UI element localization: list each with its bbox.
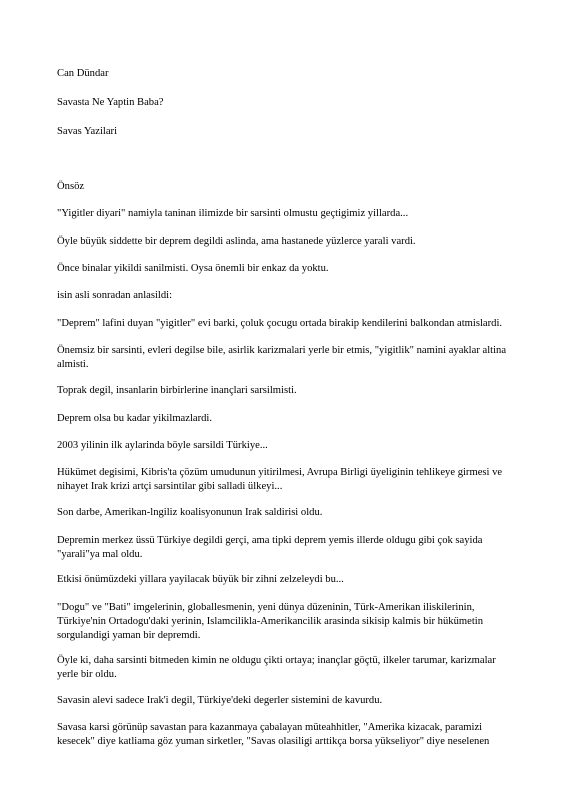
paragraph: Etkisi önümüzdeki yillara yayilacak büyük bir zihni zelzeleydi bu...: [57, 574, 344, 585]
paragraph: Savasin alevi sadece Irak'i degil, Türkiye'deki degerler sistemini de kavurdu.: [57, 695, 383, 706]
paragraph: Depremin merkez üssü Türkiye degildi gerçi, ama tipki deprem yemis illerde oldugu gibi çok sayida "yarali"ya mal oldu.: [57, 535, 483, 560]
paragraph: Savasa karsi görünüp savastan para kazanmaya çabalayan müteahhitler, "Amerika kizacak, paramizi kesecek" diye katliama göz yuman sirketler, "Savas olasiligi arttikça borsa yükseliyor" diye neselenen: [57, 722, 490, 747]
paragraph: Son darbe, Amerikan-lngiliz koalisyonunun Irak saldirisi oldu.: [57, 507, 323, 518]
paragraph: Toprak degil, insanlarin birbirlerine inançlari sarsilmisti.: [57, 385, 297, 396]
paragraph: Öyle ki, daha sarsinti bitmeden kimin ne oldugu çikti ortaya; inançlar göçtü, ilkeler tarumar, karizmalar yerle bir oldu.: [57, 655, 496, 680]
paragraph: "Yigitler diyari" namiyla taninan ilimizde bir sarsinti olmustu geçtigimiz yillarda...: [57, 208, 409, 219]
paragraph: 2003 yilinin ilk aylarinda böyle sarsildi Türkiye...: [57, 440, 268, 451]
book-title: Savasta Ne Yaptin Baba?: [57, 97, 164, 108]
paragraph: "Deprem" lafini duyan "yigitler" evi barki, çoluk çocugu ortada birakip kendilerini balkondan atmislardi.: [57, 318, 503, 329]
paragraph: Önemsiz bir sarsinti, evleri degilse bile, asirlik karizmalari yerle bir etmis, "yigitlik" namini ayaklar altina almisti.: [57, 345, 507, 370]
paragraph: "Dogu" ve "Bati" imgelerinin, globallesmenin, yeni dünya düzeninin, Türk-Amerikan iliskilerinin, Türkiye'nin Ortadogu'daki yerinin, Islamcilikla-Amerikancilik arasinda sikisip kalmis bir hükümetin sorgulandigi yaman bir depremdi.: [57, 602, 484, 641]
book-subtitle: Savas Yazilari: [57, 126, 118, 137]
author-name: Can Dündar: [57, 68, 109, 79]
paragraph: Öyle büyük siddette bir deprem degildi aslinda, ama hastanede yüzlerce yarali vardi.: [57, 236, 416, 247]
paragraph: Deprem olsa bu kadar yikilmazlardi.: [57, 413, 213, 424]
paragraph: isin asli sonradan anlasildi:: [57, 290, 173, 301]
section-title: Önsöz: [57, 181, 85, 192]
paragraph: Önce binalar yikildi sanilmisti. Oysa önemli bir enkaz da yoktu.: [57, 263, 329, 274]
paragraph: Hükümet degisimi, Kibris'ta çözüm umudunun yitirilmesi, Avrupa Birligi üyeliginin tehlikeye girmesi ve nihayet Irak krizi artçi sarsintilar gibi salladi ülkeyi...: [57, 467, 503, 492]
